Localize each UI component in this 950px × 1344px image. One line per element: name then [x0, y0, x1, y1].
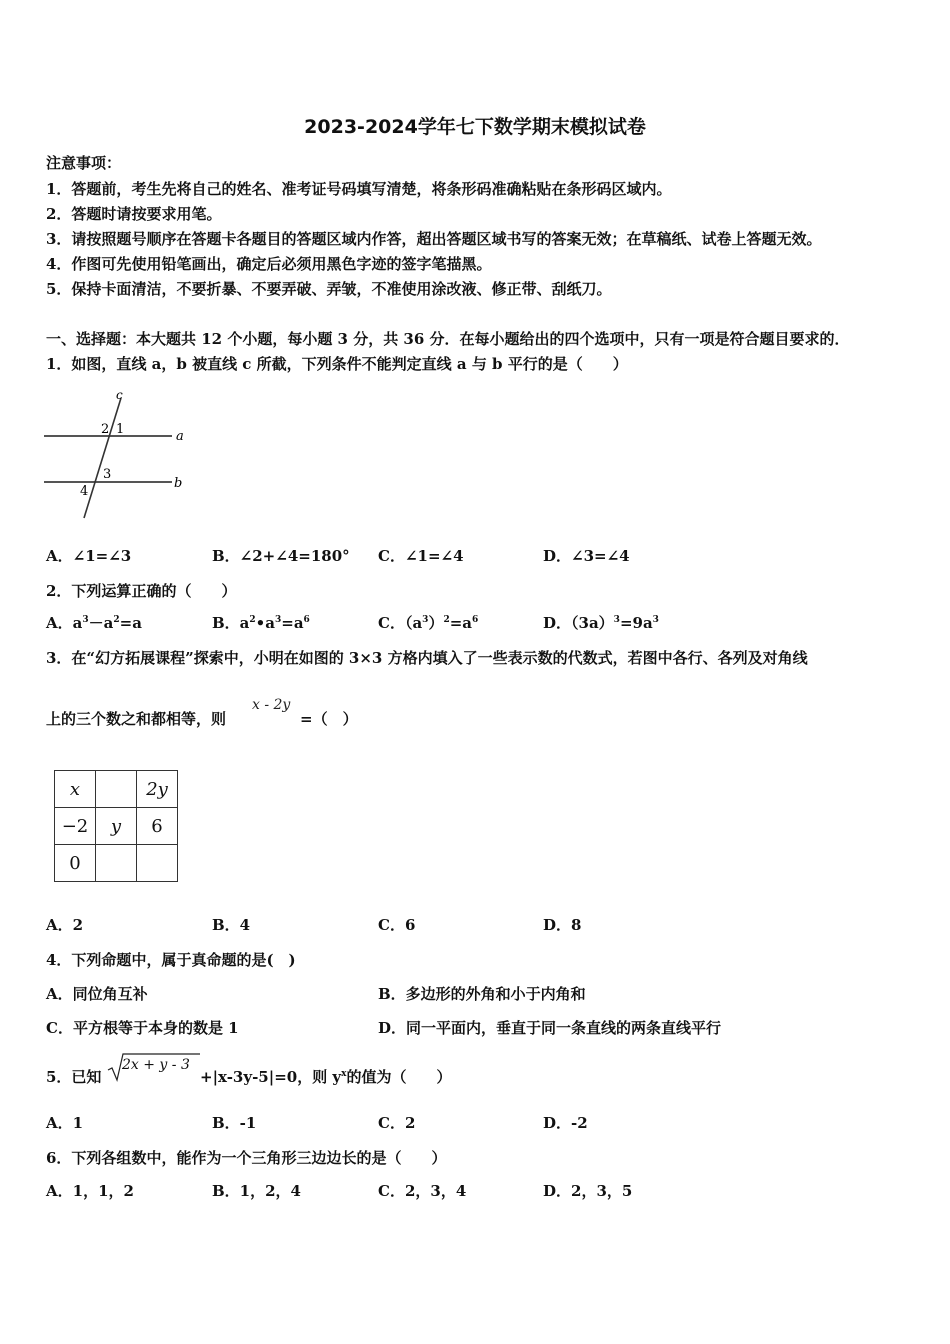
q2-option-b[interactable]: B．$a^2•a^3=a^6$: [212, 614, 310, 632]
q4-stem: 4．下列命题中，属于真命题的是( ): [46, 951, 296, 969]
grid-cell: [137, 845, 178, 882]
q4-option-c[interactable]: C．平方根等于本身的数是 1: [46, 1019, 239, 1037]
grid-cell: 2y: [137, 771, 178, 808]
q6-stem: 6．下列各组数中，能作为一个三角形三边边长的是（ ）: [46, 1149, 447, 1167]
grid-cell: [96, 771, 137, 808]
q3-option-d[interactable]: D．8: [543, 916, 582, 934]
label-c: c: [116, 390, 123, 402]
label-b: b: [174, 476, 183, 491]
q3-magic-square: [54, 770, 178, 882]
grid-cell: [96, 845, 137, 882]
q2-option-c[interactable]: C．$(a^3)^2=a^6$: [378, 614, 479, 632]
q3-expression: x - 2y: [252, 697, 291, 713]
notice-item-1: 1．答题前，考生先将自己的姓名、准考证号码填写清楚，将条形码准确粘贴在条形码区域内。: [46, 180, 672, 198]
q2-stem: 2．下列运算正确的（ ）: [46, 582, 237, 600]
q1-option-b[interactable]: B．∠2+∠4=180°: [212, 547, 350, 565]
q4-option-d[interactable]: D．同一平面内，垂直于同一条直线的两条直线平行: [378, 1019, 722, 1037]
notice-item-2: 2．答题时请按要求用笔。: [46, 205, 222, 223]
q5-option-b[interactable]: B．-1: [212, 1114, 257, 1132]
q6-option-d[interactable]: D．2，3，5: [543, 1182, 633, 1200]
page-title: 2023-2024学年七下数学期末模拟试卷: [304, 116, 646, 138]
q5-option-a[interactable]: A．1: [46, 1114, 84, 1132]
q5-stem-b: +|x-3y-5|=0，则 $y^x$的值为（ ）: [200, 1068, 452, 1086]
grid-cell: −2: [55, 808, 96, 845]
q4-option-a[interactable]: A．同位角互补: [46, 985, 148, 1003]
q3-option-a[interactable]: A．2: [46, 916, 84, 934]
q5-stem-a: 5．已知: [46, 1068, 102, 1086]
label-angle-4: 4: [80, 484, 89, 499]
grid-cell: 0: [55, 845, 96, 882]
grid-cell: 6: [137, 808, 178, 845]
section-heading: 一、选择题：本大题共 12 个小题，每小题 3 分，共 36 分．在每小题给出的四个选项中，只有一项是符合题目要求的．: [46, 330, 850, 348]
q1-option-a[interactable]: A．∠1=∠3: [46, 547, 132, 565]
q6-option-c[interactable]: C．2，3，4: [378, 1182, 467, 1200]
q6-option-b[interactable]: B．1，2，4: [212, 1182, 301, 1200]
q5-option-d[interactable]: D．-2: [543, 1114, 588, 1132]
notice-item-4: 4．作图可先使用铅笔画出，确定后必须用黑色字迹的签字笔描黑。: [46, 255, 492, 273]
q5-option-c[interactable]: C．2: [378, 1114, 416, 1132]
label-angle-2: 2: [101, 422, 110, 437]
label-angle-3: 3: [103, 467, 112, 482]
notice-item-5: 5．保持卡面清洁，不要折暴、不要弄破、弄皱，不准使用涂改液、修正带、刮纸刀。: [46, 280, 612, 298]
q3-option-c[interactable]: C．6: [378, 916, 416, 934]
notice-heading: 注意事项：: [46, 154, 122, 172]
q4-option-b[interactable]: B．多边形的外角和小于内角和: [378, 985, 586, 1003]
notice-item-3: 3．请按照题号顺序在答题卡各题目的答题区域内作答，超出答题区域书写的答案无效；在草稿纸、试卷上答题无效。: [46, 230, 822, 248]
q3-stem-line2a: 上的三个数之和都相等，则: [46, 710, 227, 728]
q1-stem: 1．如图，直线 a，b 被直线 c 所截，下列条件不能判定直线 a 与 b 平行的是（ ）: [46, 355, 628, 373]
label-angle-1: 1: [116, 422, 125, 437]
q5-radicand: 2x + y - 3: [122, 1057, 190, 1073]
q6-option-a[interactable]: A．1，1，2: [46, 1182, 134, 1200]
q3-stem-line1: 3．在“幻方拓展课程”探索中，小明在如图的 3×3 方格内填入了一些表示数的代数式，若图中各行、各列及对角线: [46, 649, 808, 667]
grid-cell: x: [55, 771, 96, 808]
q2-option-d[interactable]: D．$(3a)^3=9a^3$: [543, 614, 659, 632]
q3-stem-line2b: =（ ）: [300, 710, 358, 728]
label-a: a: [176, 429, 184, 444]
line-c: [84, 398, 121, 518]
q1-option-d[interactable]: D．∠3=∠4: [543, 547, 630, 565]
grid-cell: y: [96, 808, 137, 845]
q3-option-b[interactable]: B．4: [212, 916, 251, 934]
q1-figure-parallel-lines: [44, 390, 190, 524]
q1-option-c[interactable]: C．∠1=∠4: [378, 547, 464, 565]
q2-option-a[interactable]: A．$a^3-a^2=a$: [46, 614, 142, 632]
